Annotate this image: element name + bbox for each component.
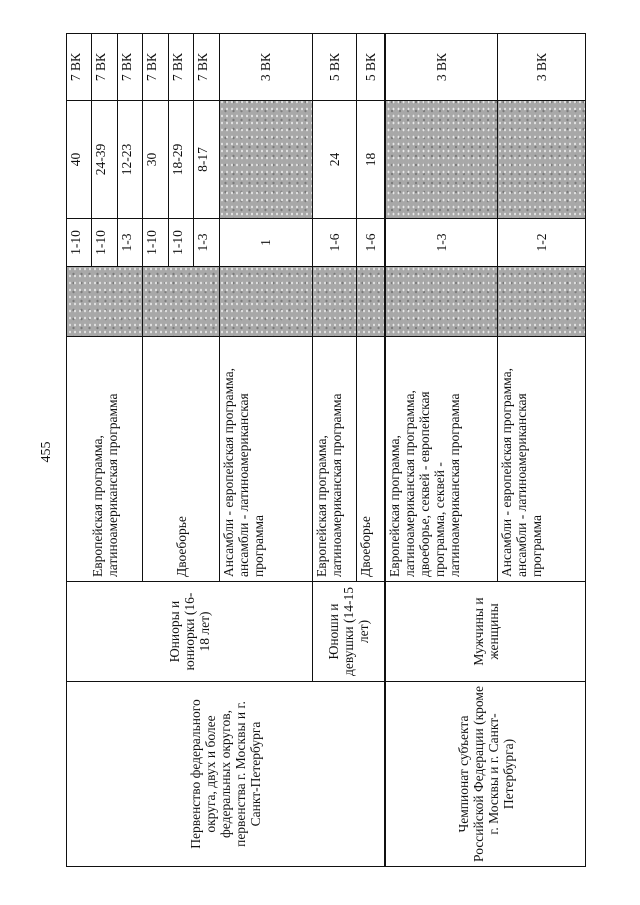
places-cell: 1-2 bbox=[497, 219, 585, 267]
competition-cell: Первенство федерального округа, двух и более федеральных округов, первенства г. Москвы и г. Санкт-Петербурга bbox=[67, 682, 386, 867]
places-cell: 1-10 bbox=[67, 219, 92, 267]
table-wrapper bbox=[66, 34, 586, 867]
rank-category-cell: 5 ВК bbox=[356, 34, 385, 101]
places-cell: 1 bbox=[219, 219, 312, 267]
rank-category-cell: 3 ВК bbox=[219, 34, 312, 101]
participants-cell: 24-39 bbox=[92, 101, 117, 219]
participants-cell bbox=[219, 101, 312, 219]
program-cell: Европейская программа, латиноамериканская программа, двоеборье, секвей - европейская программа, секвей - латиноамериканская программа bbox=[385, 337, 497, 582]
places-cell: 1-6 bbox=[356, 219, 385, 267]
shaded-cell bbox=[497, 267, 585, 337]
rank-category-cell: 7 ВК bbox=[117, 34, 142, 101]
program-cell: Двоеборье bbox=[356, 337, 385, 582]
competition-cell: Чемпионат субъекта Российской Федерации (кроме г. Москвы и г. Санкт-Петербурга) bbox=[385, 682, 585, 867]
shaded-cell bbox=[143, 267, 219, 337]
rank-category-cell: 7 ВК bbox=[143, 34, 168, 101]
participants-cell: 12-23 bbox=[117, 101, 142, 219]
program-cell: Европейская программа, латиноамериканская программа bbox=[312, 337, 356, 582]
places-cell: 1-10 bbox=[92, 219, 117, 267]
participants-cell: 24 bbox=[312, 101, 356, 219]
program-cell: Ансамбли - европейская программа, ансамбли - латиноамериканская программа bbox=[497, 337, 585, 582]
table-row bbox=[67, 34, 92, 867]
program-cell: Европейская программа, латиноамериканская программа bbox=[67, 337, 143, 582]
shaded-cell bbox=[385, 267, 497, 337]
places-cell: 1-3 bbox=[385, 219, 497, 267]
page-number: 455 bbox=[39, 441, 54, 463]
rank-category-cell: 3 ВК bbox=[497, 34, 585, 101]
rank-category-cell: 3 ВК bbox=[385, 34, 497, 101]
age-group-cell: Юноши и девушки (14-15 лет) bbox=[312, 582, 385, 682]
rank-category-cell: 7 ВК bbox=[92, 34, 117, 101]
participants-cell: 40 bbox=[67, 101, 92, 219]
participants-cell: 30 bbox=[143, 101, 168, 219]
age-group-cell: Мужчины и женщины bbox=[385, 582, 585, 682]
participants-cell bbox=[497, 101, 585, 219]
participants-cell bbox=[385, 101, 497, 219]
program-cell: Ансамбли - европейская программа, ансамбли - латиноамериканская программа bbox=[219, 337, 312, 582]
places-cell: 1-10 bbox=[143, 219, 168, 267]
table-row bbox=[385, 34, 497, 867]
participants-cell: 8-17 bbox=[194, 101, 219, 219]
shaded-cell bbox=[356, 267, 385, 337]
rank-category-cell: 7 ВК bbox=[67, 34, 92, 101]
places-cell: 1-3 bbox=[194, 219, 219, 267]
program-cell: Двоеборье bbox=[143, 337, 219, 582]
shaded-cell bbox=[312, 267, 356, 337]
rotated-table-area bbox=[66, 34, 640, 862]
participants-cell: 18 bbox=[356, 101, 385, 219]
age-group-cell: Юниоры и юниорки (16-18 лет) bbox=[67, 582, 313, 682]
rank-category-cell: 5 ВК bbox=[312, 34, 356, 101]
rank-category-cell: 7 ВК bbox=[194, 34, 219, 101]
places-cell: 1-3 bbox=[117, 219, 142, 267]
participants-cell: 18-29 bbox=[168, 101, 193, 219]
places-cell: 1-10 bbox=[168, 219, 193, 267]
shaded-cell bbox=[219, 267, 312, 337]
places-cell: 1-6 bbox=[312, 219, 356, 267]
rank-category-cell: 7 ВК bbox=[168, 34, 193, 101]
shaded-cell bbox=[67, 267, 143, 337]
rank-requirements-table bbox=[66, 33, 586, 867]
table-body bbox=[67, 34, 586, 867]
